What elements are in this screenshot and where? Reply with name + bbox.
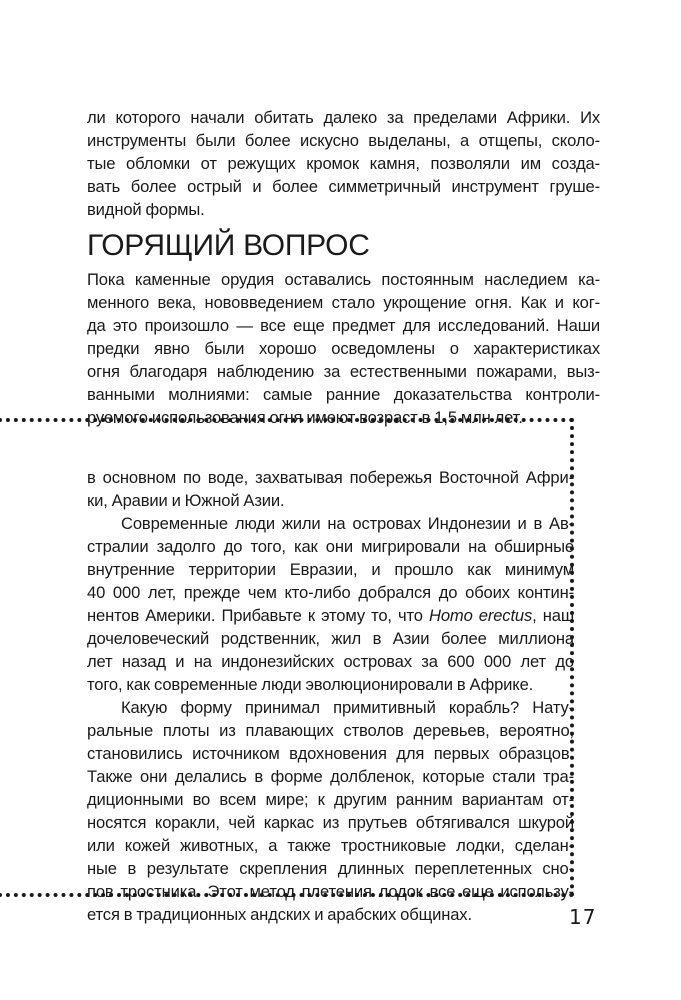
box-paragraph-3 [87,696,574,926]
text-line: ральные плоты из плавающих стволов деревьев, вероятно, [87,721,574,740]
box-paragraph-2 [87,512,574,696]
text-line: лет назад и на индонезийских островах за 600 000 лет до [87,652,574,671]
text-line: руемого использования огня имеют возраст в 1,5 млн лет. [87,408,523,427]
paragraph-fire [87,268,600,429]
species-name: Homo erectus [428,606,533,625]
text-line: Какую форму принимал примитивный корабль? Нату- [121,698,574,717]
text-line: 40 000 лет, прежде чем кто-либо добрался до обоих контин- [87,583,574,602]
text-line: дочеловеческий родственник, жил в Азии более миллиона [87,629,574,648]
text-line: того, как современные люди эволюционировали в Африке. [87,675,534,694]
text-line: носятся коракли, чей каркас из прутьев обтягивался шкурой [87,813,574,832]
box-paragraph-1 [87,466,574,512]
text-line: пов тростника. Этот метод плетения лодок все еще использу- [87,882,574,901]
text-line: диционными во всем мире; к другим ранним вариантам от- [87,790,574,809]
paragraph-top [87,106,600,221]
text-line: Современные люди жили на островах Индонезии и в Ав- [121,514,574,533]
text-line: менного века, нововведением стало укрощение огня. Как и ког- [87,293,600,312]
text-line: стралии задолго до того, как они мигрировали на обширные [87,537,574,556]
text-line: ки, Аравии и Южной Азии. [87,491,285,510]
sidebar-box-text [87,466,574,926]
text-fragment: , наш [532,606,574,625]
text-line: в основном по воде, захватывая побережья Восточной Афри- [87,468,574,487]
text-line: вать более острый и более симметричный инструмент груше- [87,177,600,196]
text-line: Также они делались в форме долбленок, которые стали тра- [87,767,574,786]
text-line: ные в результате скрепления длинных переплетенных сно- [87,859,574,878]
text-line: ется в традиционных андских и арабских общинах. [87,905,472,924]
text-line: ли которого начали обитать далеко за пределами Африки. Их [87,108,600,127]
text-line [87,604,574,627]
text-line: да это произошло — все еще предмет для исследований. Наши [87,316,600,335]
text-line: тые обломки от режущих кромок камня, позволяли им созда- [87,154,600,173]
text-block-fire [87,268,600,429]
text-line: ванными молниями: самые ранние доказательства контроли- [87,385,600,404]
text-line: видной формы. [87,200,205,219]
text-line: инструменты были более искусно выделаны, а отщепы, сколо- [87,131,600,150]
text-line: внутренние территории Евразии, и прошло как минимум [87,560,574,579]
text-line: становились источником вдохновения для первых образцов. [87,744,574,763]
text-line: Пока каменные орудия оставались постоянным наследием ка- [87,270,600,289]
text-block-top [87,106,600,221]
section-heading: ГОРЯЩИЙ ВОПРОС [87,229,370,262]
text-line: огня благодаря наблюдению за естественными пожарами, выз- [87,362,600,381]
text-line: предки явно были хорошо осведомлены о характеристиках [87,339,600,358]
text-fragment: нентов Америки. Прибавьте к этому то, что [87,606,429,625]
text-line: или кожей животных, а также тростниковые лодки, сделан- [87,836,574,855]
page-number: 17 [569,905,597,929]
